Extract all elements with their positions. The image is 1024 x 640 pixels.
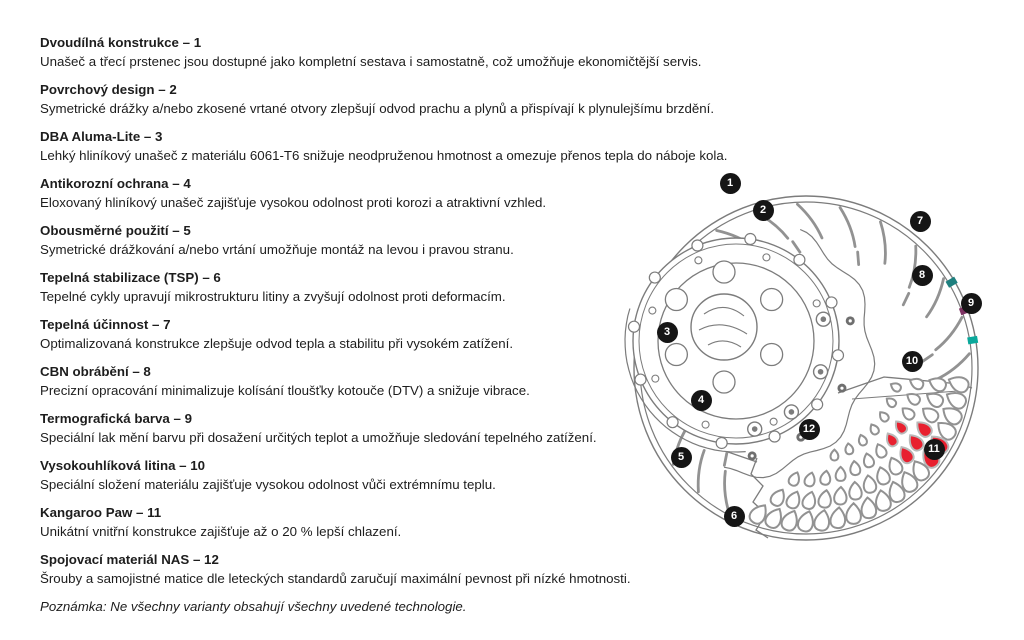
feature-description: Unašeč a třecí prstenec jsou dostupné jako kompletní sestava i samostatně, což umožňuje ekonomičtější servis. (40, 54, 702, 69)
feature-description: Unikátní vnitřní konstrukce zajišťuje až o 20 % lepší chlazení. (40, 524, 402, 539)
feature-title: Vysokouhlíková litina – 10 (40, 458, 206, 473)
feature-title: Dvoudílná konstrukce – 1 (40, 35, 202, 50)
feature-title: DBA Aluma-Lite – 3 (40, 129, 163, 144)
callout-2: 2 (753, 200, 774, 221)
callout-7: 7 (910, 211, 931, 232)
feature-description: Optimalizovaná konstrukce zlepšuje odvod tepla a stabilitu při vysokém zatížení. (40, 336, 514, 351)
feature-description: Speciální lak mění barvu při dosažení určitých teplot a umožňuje sledování tepelného zatížení. (40, 430, 597, 445)
feature-title: Kangaroo Paw – 11 (40, 505, 162, 520)
feature-description: Symetrické drážkování a/nebo vrtání umožňuje montáž na levou i pravou stranu. (40, 242, 514, 257)
callout-8: 8 (912, 265, 933, 286)
feature-description: Tepelné cykly upravují mikrostrukturu litiny a zvyšují odolnost proti deformacím. (40, 289, 506, 304)
feature-title: Tepelná stabilizace (TSP) – 6 (40, 270, 221, 285)
feature-title: Antikorozní ochrana – 4 (40, 176, 191, 191)
brake-rotor-illustration (600, 150, 1024, 628)
feature-description: Lehký hliníkový unašeč z materiálu 6061-T6 snižuje neodpruženou hmotnost a omezuje přenos tepla do náboje kola. (40, 148, 728, 163)
callout-1: 1 (720, 173, 741, 194)
feature-description: Precizní opracování minimalizuje kolísání tloušťky kotouče (DTV) a snižuje vibrace. (40, 383, 530, 398)
feature-description: Symetrické drážky a/nebo zkosené vrtané otvory zlepšují odvod prachu a plynů a přispívají k plynulejšímu brzdění. (40, 101, 715, 116)
rotor-diagram (600, 150, 1024, 628)
feature-description: Eloxovaný hliníkový unašeč zajišťuje vysokou odolnost proti korozi a atraktivní vzhled. (40, 195, 547, 210)
callout-9: 9 (961, 293, 982, 314)
callout-11: 11 (924, 439, 945, 460)
callout-3: 3 (657, 322, 678, 343)
callout-5: 5 (671, 447, 692, 468)
feature-title: Povrchový design – 2 (40, 82, 177, 97)
feature-title: CBN obrábění – 8 (40, 364, 151, 379)
feature-title: Obousměrné použití – 5 (40, 223, 191, 238)
feature-title: Spojovací materiál NAS – 12 (40, 552, 219, 567)
feature-description: Šrouby a samojistné matice dle leteckých standardů zaručují maximální pevnost při nízké hmotnosti. (40, 571, 631, 586)
feature-item-1 (40, 33, 780, 71)
feature-item-2 (40, 80, 780, 118)
callout-6: 6 (724, 506, 745, 527)
callout-4: 4 (691, 390, 712, 411)
footnote: Poznámka: Ne všechny varianty obsahují všechny uvedené technologie. (40, 599, 467, 614)
callout-10: 10 (902, 351, 923, 372)
feature-title: Tepelná účinnost – 7 (40, 317, 171, 332)
feature-description: Speciální složení materiálu zajišťuje vysokou odolnost vůči extrémnímu teplu. (40, 477, 496, 492)
feature-title: Termografická barva – 9 (40, 411, 193, 426)
callout-12: 12 (799, 419, 820, 440)
